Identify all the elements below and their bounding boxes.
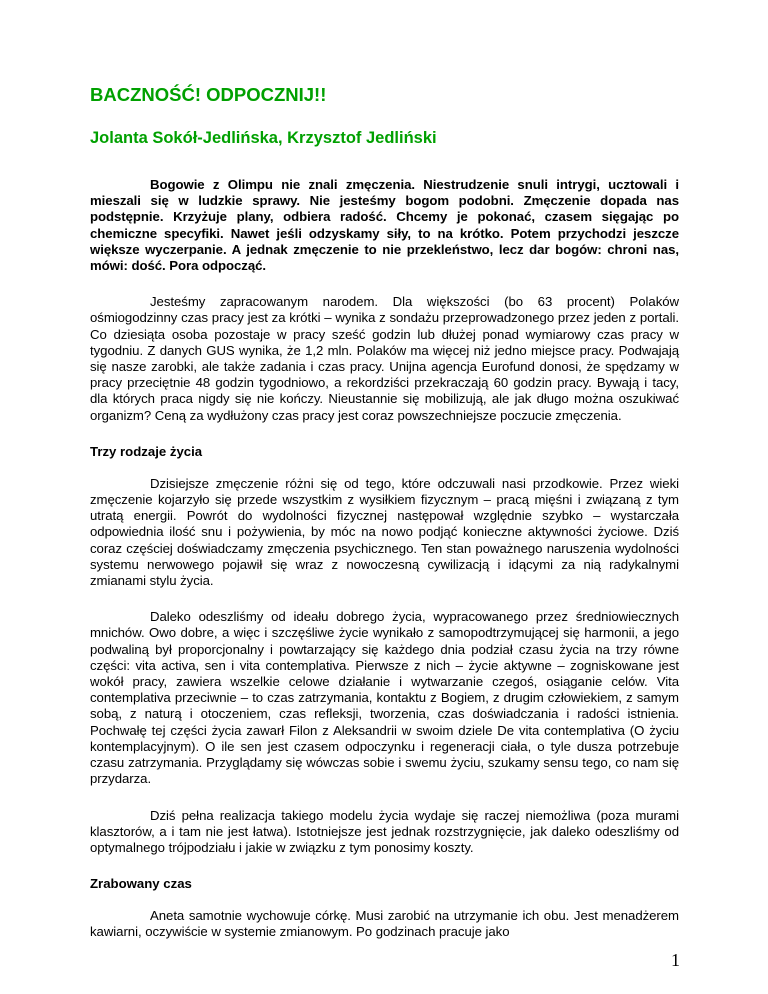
article-authors: Jolanta Sokół-Jedlińska, Krzysztof Jedliński: [90, 129, 437, 147]
article-body: [90, 84, 679, 961]
body-paragraph: Daleko odeszliśmy od ideału dobrego życia, wypracowanego przez średniowiecznych mnichów. Owo dobre, a więc i szczęśliwe życie wynikało z samopodtrzymującej się harmonii, a jego podwaliną był proporcjonalny i powtarzający się każdego dnia podział czasu życia na trzy równe części: vita activa, sen i vita contemplativa. Pierwsze z nich – życie aktywne – zogniskowane jest wokół pracy, zawiera wszelkie celowe działanie i wytwarzanie czegoś, osiąganie celów. Vita contemplativa przeciwnie – to czas zatrzymania, kontaktu z Bogiem, z drugim człowiekiem, z samym sobą, z naturą i otoczeniem, czas refleksji, tworzenia, czas doświadczania i radości istnienia. Pochwałę tej części życia zawarł Filon z Aleksandrii w swoim dziele De vita contemplativa (O życiu kontemplacyjnym). O ile sen jest czasem odpoczynku i regeneracji ciała, o tyle dusza potrzebuje czasu zatrzymania. Przyglądamy się wówczas sobie i swemu życiu, szukamy sensu tego, co nam się przydarza.: [90, 609, 679, 787]
body-paragraph: Jesteśmy zapracowanym narodem. Dla większości (bo 63 procent) Polaków ośmiogodzinny czas pracy jest za krótki – wynika z sondażu przeprowadzonego przez jeden z portali. Co dziesiąta osoba pozostaje w pracy sześć godzin lub dłużej ponad wymiarowy czas pracy w tygodniu. Z danych GUS wynika, że 1,2 mln. Polaków ma więcej niż jedno miejsce pracy. Podwajają się nasze zarobki, ale także zadania i czas pracy. Unijna agencja Eurofund donosi, że spędzamy w pracy przeciętnie 48 godzin tygodniowo, a rekordziści przekraczają 60 godzin pracy. Bywają i tacy, dla których praca nigdy się nie kończy. Nieustannie się mobilizują, ale jak długo można oszukiwać organizm? Ceną za wydłużony czas pracy jest coraz powszechniejsze poczucie zmęczenia.: [90, 294, 679, 423]
section-heading-zrabowany-czas: Zrabowany czas: [90, 876, 192, 892]
body-paragraph: Dziś pełna realizacja takiego modelu życia wydaje się raczej niemożliwa (poza murami klasztorów, a i tam nie jest łatwa). Istotniejsze jest jednak rozstrzygnięcie, jak daleko odeszliśmy od optymalnego trójpodziału i jakie w związku z tym ponosimy koszty.: [90, 807, 679, 855]
article-title: BACZNOŚĆ! ODPOCZNIJ!!: [90, 84, 327, 105]
page-number: 1: [671, 950, 680, 970]
body-paragraph: Aneta samotnie wychowuje córkę. Musi zarobić na utrzymanie ich obu. Jest menadżerem kawiarni, oczywiście w systemie zmianowym. Po godzinach pracuje jako: [90, 908, 679, 940]
lead-paragraph: Bogowie z Olimpu nie znali zmęczenia. Niestrudzenie snuli intrygi, ucztowali i mieszali się w ludzkie sprawy. Nie jesteśmy bogom podobni. Zmęczenie dopada nas podstępnie. Krzyżuje plany, odbiera radość. Chcemy je pokonać, czasem sięgając po chemiczne specyfiki. Nawet jeśli odzyskamy siły, to na krótko. Potem przychodzi jeszcze większe wyczerpanie. A jednak zmęczenie to nie przekleństwo, lecz dar bogów: chroni nas, mówi: dość. Pora odpocząć.: [90, 177, 679, 274]
body-paragraph: Dzisiejsze zmęczenie różni się od tego, które odczuwali nasi przodkowie. Przez wieki zmęczenie kojarzyło się przede wszystkim z wysiłkiem fizycznym – pracą mięśni i związaną z tym utratą energii. Powrót do wydolności fizycznej następował względnie szybko – wystarczała odpowiednia ilość snu i pożywienia, by móc na nowo podjąć konieczne aktywności życiowe. Dziś coraz częściej doświadczamy zmęczenia psychicznego. Ten stan poważnego naruszenia wydolności systemu nerwowego pojawił się wraz z nowoczesną cywilizacją i idącymi za nią radykalnymi zmianami stylu życia.: [90, 475, 679, 589]
section-heading-trzy-rodzaje-zycia: Trzy rodzaje życia: [90, 443, 203, 459]
